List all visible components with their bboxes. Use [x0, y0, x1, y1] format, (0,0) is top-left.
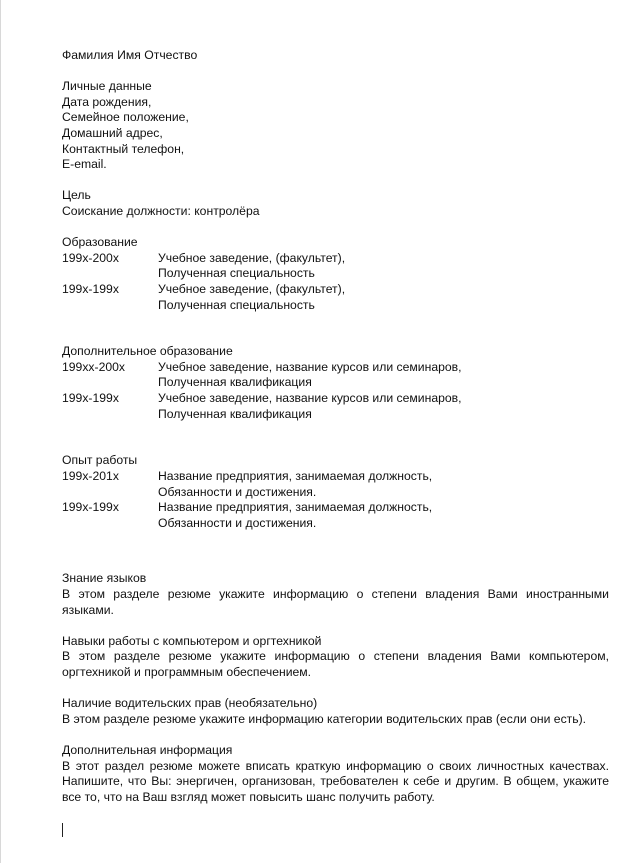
entry-dates: 199х-199х	[62, 281, 119, 296]
languages-heading: Знание языков	[62, 571, 147, 586]
education-entry	[62, 251, 609, 282]
additional-education-entry	[62, 360, 609, 391]
additional-info-text: В этот раздел резюме можете вписать краткую информацию о своих личностных качествах. Напишите, что Вы: энергичен, организован, требователен к себе и другим. В общем, укажите все то, что на Ваш взгляд может повысить шанс получить работу.	[62, 758, 609, 804]
license-text: В этом разделе резюме укажите информацию категории водительских прав (если они есть).	[62, 711, 587, 726]
experience-entry	[62, 469, 609, 500]
entry-dates: 199х-201х	[62, 469, 119, 484]
personal-line: Дата рождения,	[62, 94, 152, 109]
personal-line: Домашний адрес,	[62, 125, 163, 140]
experience-entry	[62, 500, 609, 531]
entry-line: Учебное заведение, (факультет),	[158, 281, 346, 296]
personal-line: E-email.	[62, 157, 107, 172]
entry-line: Обязанности и достижения.	[158, 515, 317, 530]
entry-line: Полученная квалификация	[158, 406, 312, 421]
computer-heading: Навыки работы с компьютером и оргтехникой	[62, 633, 322, 648]
personal-line: Семейное положение,	[62, 110, 189, 125]
text-cursor	[62, 823, 63, 837]
license-heading: Наличие водительских прав (необязательно)	[62, 696, 318, 711]
entry-dates: 199х-199х	[62, 500, 119, 515]
education-heading: Образование	[62, 235, 138, 250]
entry-line: Название предприятия, занимаемая должность,	[158, 500, 433, 515]
goal-text: Соискание должности: контролёра	[62, 203, 260, 218]
entry-line: Учебное заведение, (факультет),	[158, 250, 346, 265]
experience-heading: Опыт работы	[62, 453, 138, 468]
additional-info-heading: Дополнительная информация	[62, 742, 233, 757]
full-name: Фамилия Имя Отчество	[62, 48, 198, 62]
languages-text: В этом разделе резюме укажите информацию о степени владения Вами иностранными языками.	[62, 587, 609, 617]
education-entry	[62, 282, 609, 313]
additional-education-heading: Дополнительное образование	[62, 344, 233, 359]
entry-line: Учебное заведение, название курсов или семинаров,	[158, 391, 462, 406]
entry-line: Обязанности и достижения.	[158, 484, 317, 499]
entry-line: Полученная специальность	[158, 297, 315, 312]
additional-education-entry	[62, 391, 609, 422]
entry-dates: 199хх-200х	[62, 359, 126, 374]
personal-line: Контактный телефон,	[62, 141, 185, 156]
entry-line: Учебное заведение, название курсов или семинаров,	[158, 359, 462, 374]
computer-text: В этом разделе резюме укажите информацию о степени владения Вами компьютером, оргтехникой и программным обеспечением.	[62, 649, 609, 679]
personal-heading: Личные данные	[62, 79, 152, 94]
entry-dates: 199х-199х	[62, 391, 119, 406]
entry-dates: 199х-200х	[62, 250, 119, 265]
goal-heading: Цель	[62, 188, 91, 203]
entry-line: Полученная специальность	[158, 266, 315, 281]
entry-line: Полученная квалификация	[158, 375, 312, 390]
document-body[interactable]	[62, 48, 609, 805]
entry-line: Название предприятия, занимаемая должность,	[158, 469, 433, 484]
